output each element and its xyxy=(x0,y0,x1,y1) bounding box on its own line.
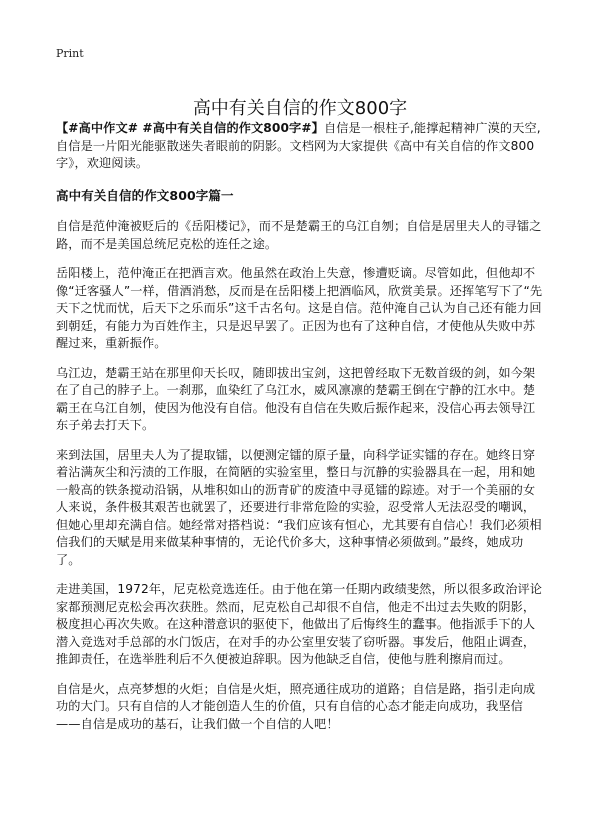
page-title: 高中有关自信的作文800字 xyxy=(192,98,408,120)
paragraph-4: 来到法国，居里夫人为了提取镭，以便测定镭的原子量，向科学证实镭的存在。她终日穿着沾满灰尘和污渍的工作服，在简陋的实验室里，整日与沉静的实验器具在一起，用和她一般高的铁条搅动沿锅，从堆积如山的沥青矿的废渣中寻觅镭的踪迹。对于一个美丽的女人来说，条件极其艰苦也就罢了，还要进行非常危险的实验，忍受常人无法忍受的嘲讽，但她心里却充满自信。她经常对搭档说：“我们应该有恒心，尤其要有自信心！我们必须相信我们的天赋是用来做某种事情的，无论代价多大，这种事情必须做到。”最终，她成功了。 xyxy=(56,447,542,567)
paragraph-6: 自信是火，点亮梦想的火炬；自信是火炬，照亮通往成功的道路；自信是路，指引走向成功的大门。只有自信的人才能创造人生的价值，只有自信的心态才能走向成功，我坚信——自信是成功的基石，让我们做一个自信的人吧！ xyxy=(56,681,536,731)
paragraph-1: 自信是范仲淹被贬后的《岳阳楼记》，而不是楚霸王的乌江自刎；自信是居里夫人的寻镭之路，而不是美国总统尼克松的连任之途。 xyxy=(56,219,542,251)
intro-tags: 【#高中作文# #高中有关自信的作文800字#】 xyxy=(56,121,324,135)
paragraph-3: 乌江边，楚霸王站在那里仰天长叹，随即拔出宝剑，这把曾经取下无数首级的剑，如今架在了自己的脖子上。一刹那，血染红了乌江水，威风凛凛的楚霸王倒在宁静的江水中。楚霸王在乌江自刎，使因为他没有自信。他没有自信在失败后振作起来，没信心再去领导江东子弟去打天下。 xyxy=(56,365,536,432)
paragraph-5: 走进美国，1972年，尼克松竞选连任。由于他在第一任期内政绩斐然，所以很多政治评论家都预测尼克松会再次获胜。然而，尼克松自己却很不自信，他走不出过去失败的阴影，极度担心再次失败。在这种潜意识的驱使下，他做出了后悔终生的蠢事。他指派手下的人潜入竞选对手总部的水门饭店，在对手的办公室里安装了窃听器。事发后，他阻止调查，推卸责任，在选举胜利后不久便被迫辞职。因为他缺乏自信，使他与胜利擦肩而过。 xyxy=(56,582,543,666)
article-body xyxy=(56,120,546,745)
intro-text: 自信是一根柱子,能撑起精神广漠的天空,自信是一片阳光能驱散迷失者眼前的阴影。文档网为大家提供《高中有关自信的作文800字》，欢迎阅读。 xyxy=(56,121,541,170)
intro-paragraph xyxy=(56,120,546,173)
paragraph-2: 岳阳楼上，范仲淹正在把酒言欢。他虽然在政治上失意，惨遭贬谪。尽管如此，但他却不像“迁客骚人”一样，借酒消愁，反而是在岳阳楼上把酒临风，欣赏美景。还挥笔写下了“先天下之忧而忧，后天下之乐而乐”这千古名句。这是自信。范仲淹自己认为自己还有能力回到朝廷，有能力为百姓作主，只是迟早罢了。正因为也有了这种自信，才使他从失败中苏醒过来，重新振作。 xyxy=(56,266,543,350)
print-link[interactable]: Print xyxy=(56,47,84,60)
section-heading: 高中有关自信的作文800字篇一 xyxy=(56,187,234,203)
